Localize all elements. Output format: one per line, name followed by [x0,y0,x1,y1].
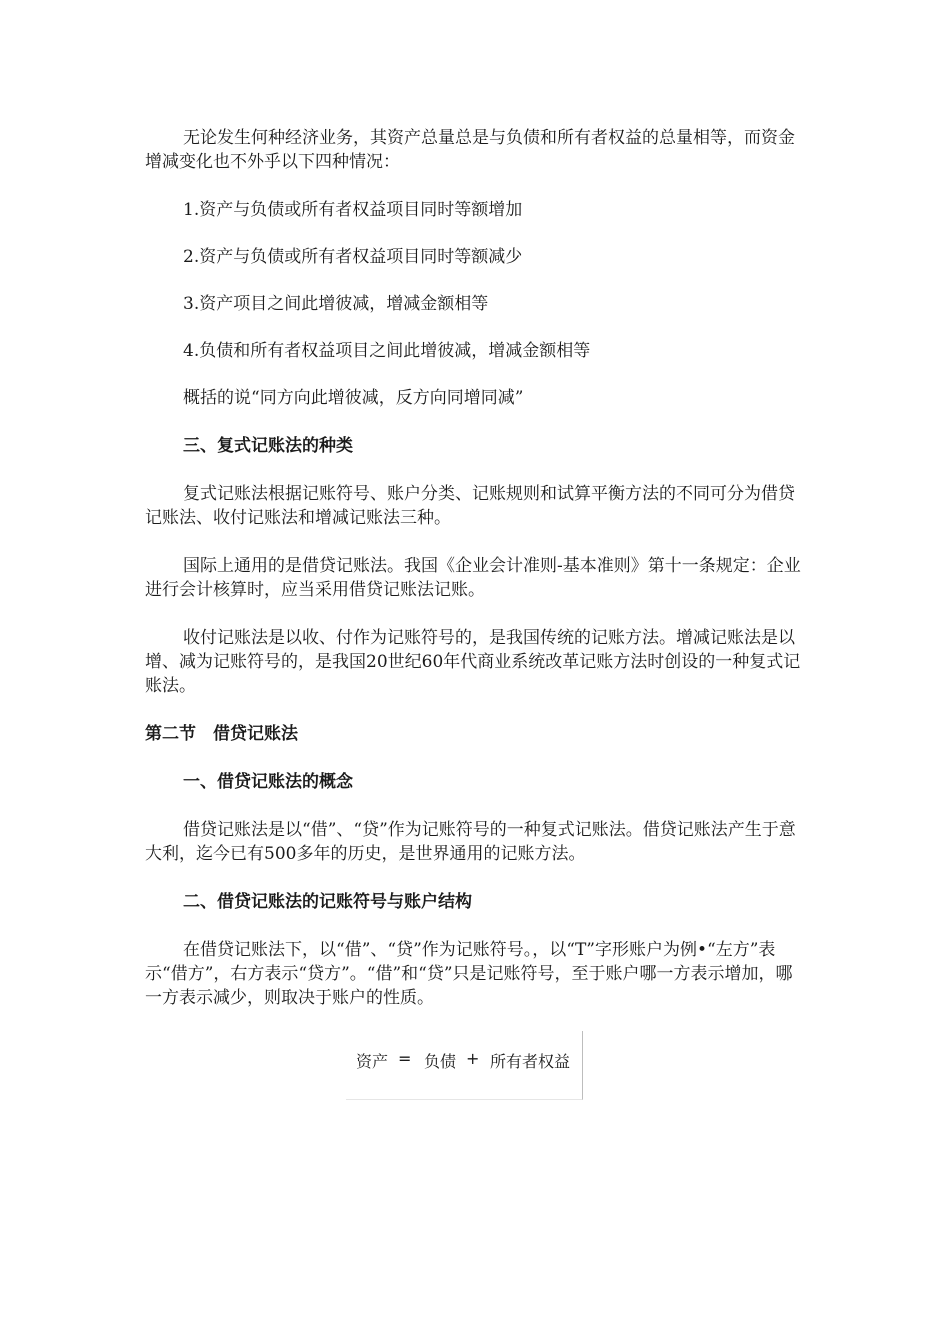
concept-paragraph: 借贷记账法是以“借”、“贷”作为记账符号的一种复式记账法。借贷记账法产生于意大利，迄今已有500多年的历史，是世界通用的记账方法。 [145,820,796,864]
equation-liabilities: 负债 [424,1052,457,1071]
list-item-case3: 3.资产项目之间此增彼减，增减金额相等 [183,294,489,314]
intl-paragraph: 国际上通用的是借贷记账法。我国《企业会计准则-基本准则》第十一条规定：企业进行会计核算时，应当采用借贷记账法记账。 [145,556,801,600]
heading-concept: 一、借贷记账法的概念 [183,772,353,792]
list-item-case1: 1.资产与负债或所有者权益项目同时等额增加 [183,200,523,220]
heading-symbols: 二、借贷记账法的记账符号与账户结构 [183,892,472,912]
section-heading: 第二节 借贷记账法 [145,724,298,744]
equation-plus: + [466,1049,480,1068]
summary-paragraph: 概括的说“同方向此增彼减，反方向同增同减” [183,388,524,408]
equation-equity: 所有者权益 [490,1052,571,1071]
types-paragraph: 复式记账法根据记账符号、账户分类、记账规则和试算平衡方法的不同可分为借贷记账法、收付记账法和增减记账法三种。 [145,484,795,528]
list-item-case2: 2.资产与负债或所有者权益项目同时等额减少 [183,247,523,267]
heading-types: 三、复式记账法的种类 [183,436,353,456]
accounting-equation-figure [346,1031,583,1100]
intro-paragraph: 无论发生何种经济业务，其资产总量总是与负债和所有者权益的总量相等，而资金增减变化也不外乎以下四种情况： [145,128,795,172]
shoufu-paragraph: 收付记账法是以收、付作为记账符号的，是我国传统的记账方法。增减记账法是以增、减为记账符号的，是我国20世纪60年代商业系统改革记账方法时创设的一种复式记账法。 [145,628,801,696]
list-item-case4: 4.负债和所有者权益项目之间此增彼减，增减金额相等 [183,341,591,361]
equation-equals: = [398,1049,412,1068]
equation-assets: 资产 [356,1052,389,1071]
symbols-paragraph: 在借贷记账法下，以“借”、“贷”作为记账符号。，以“T”字形账户为例•“左方”表示“借方”，右方表示“贷方”。“借”和“贷”只是记账符号，至于账户哪一方表示增加，哪一方表示减少，则取决于账户的性质。 [145,940,793,1008]
